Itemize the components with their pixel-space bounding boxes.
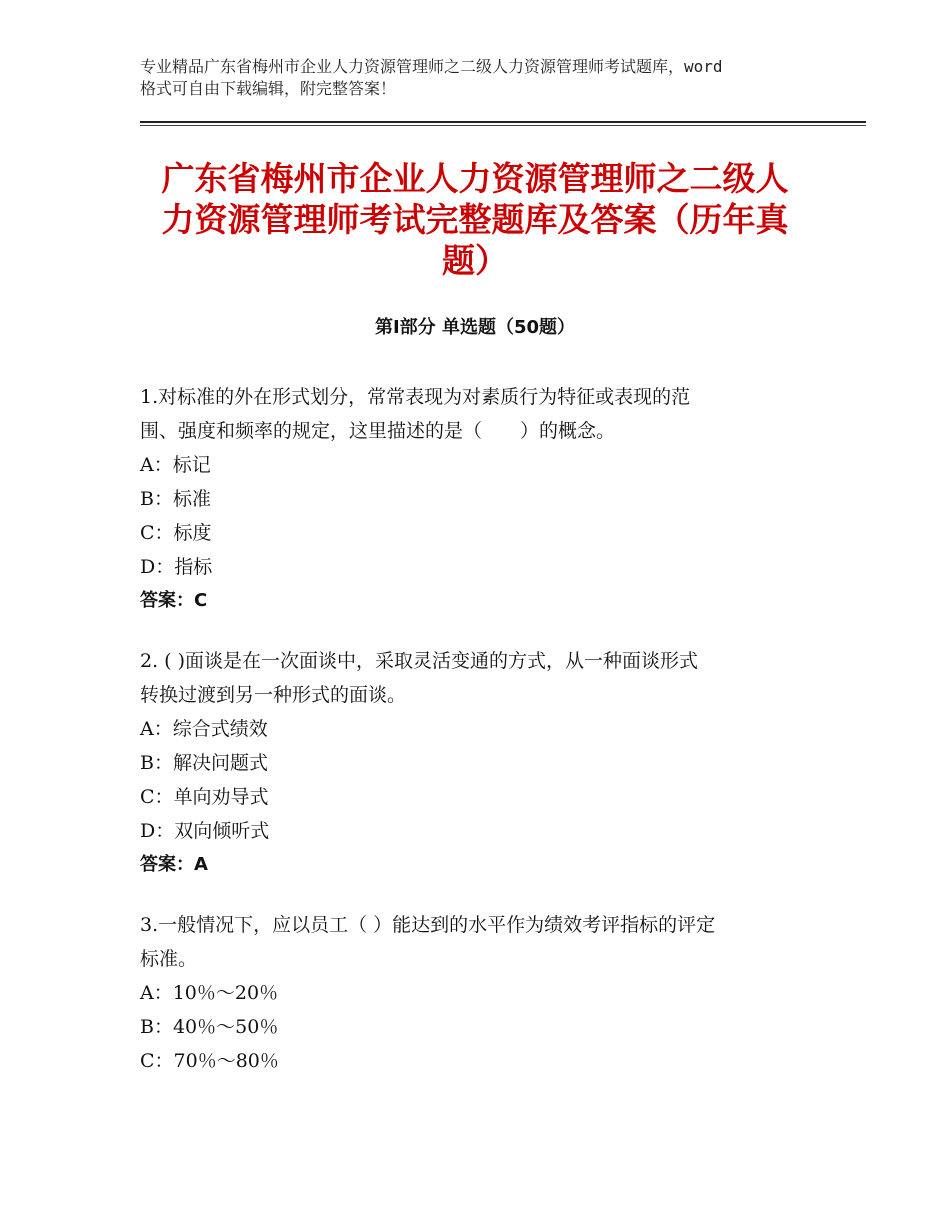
option-a: A：标记 [140,454,211,476]
question-list [140,380,820,1104]
option-c: C：70％～80％ [140,1050,279,1072]
header-note-line-2: 格式可自由下载编辑，附完整答案！ [140,79,397,98]
question-stem [140,380,820,448]
question-stem-line: 2. ( )面谈是在一次面谈中，采取灵活变通的方式，从一种面谈形式 [140,650,699,672]
option-d: D：双向倾听式 [140,820,270,842]
question-stem-line: 围、强度和频率的规定，这里描述的是（ ）的概念。 [140,420,616,442]
question-stem [140,908,820,976]
question-3 [140,908,820,1078]
option-a: A：综合式绩效 [140,718,268,740]
option-b: B：解决问题式 [140,752,268,774]
question-stem-line: 1.对标准的外在形式划分，常常表现为对素质行为特征或表现的范 [140,386,691,408]
header-divider-thin [140,125,866,126]
document-title-line-3: 题） [442,241,508,280]
question-stem [140,644,820,712]
question-stem-line: 3.一般情况下，应以员工（ ）能达到的水平作为绩效考评指标的评定 [140,914,716,936]
option-b: B：40％～50％ [140,1016,279,1038]
header-divider-thick [140,121,866,123]
option-b: B：标准 [140,488,211,510]
question-stem-line: 标准。 [140,948,198,970]
header-note [140,56,840,100]
option-a: A：10％～20％ [140,982,279,1004]
answer: 答案：C [140,590,208,611]
section-title: 第Ⅰ部分 单选题（50题） [374,317,575,338]
question-1 [140,380,820,618]
document-title-line-2: 力资源管理师考试完整题库及答案（历年真 [161,200,789,239]
question-stem-line: 转换过渡到另一种形式的面谈。 [140,684,407,706]
document-title-line-1: 广东省梅州市企业人力资源管理师之二级人 [161,159,789,198]
question-2 [140,644,820,882]
header-note-line-1: 专业精品广东省梅州市企业人力资源管理师之二级人力资源管理师考试题库，word [140,57,723,76]
document-title [140,158,810,281]
option-c: C：标度 [140,522,212,544]
answer: 答案：A [140,854,208,875]
option-c: C：单向劝导式 [140,786,269,808]
option-d: D：指标 [140,556,213,578]
